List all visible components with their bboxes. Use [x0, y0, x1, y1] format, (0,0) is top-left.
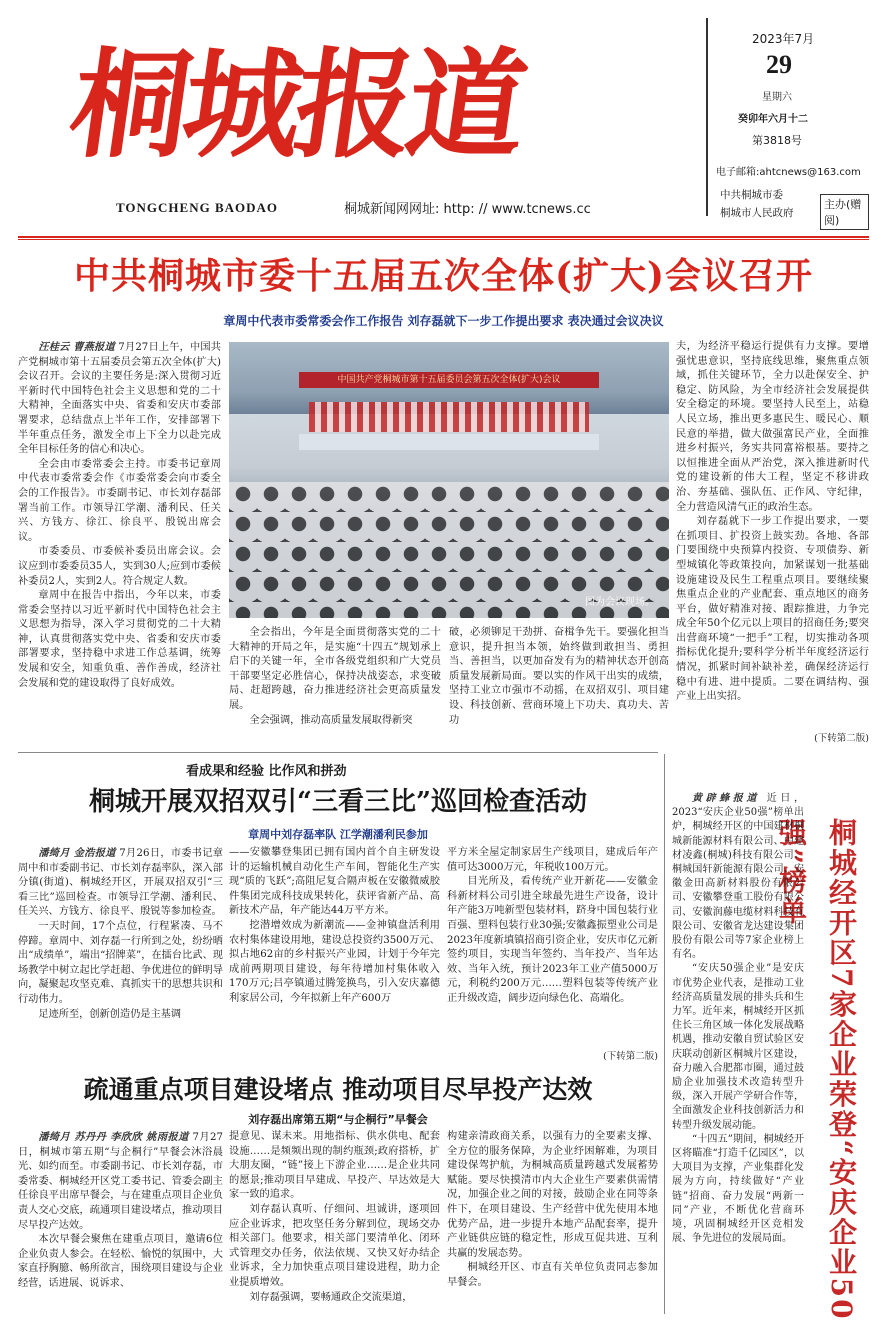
lead-column-3: [449, 626, 669, 744]
side-story-text-1b: “安庆50强企业”是安庆市优势企业代表，是推动工业经济高质量发展的排头兵和生力军。近年来，桐城经开区抓住长三角区域一体化发展战略机遇，推动安徽自贸试验区安庆联动创新区桐城片区建设，奋力融入合肥都市圈，通过鼓励企业加强技术改造转型升级，深入开展产学研合作等，全面激发企业科技创新活力和转型升级发展动能。: [672, 963, 804, 1131]
photo-podium: [299, 434, 599, 450]
story3-text-2b: 刘存磊认真听、仔细问、坦诚讲，逐项回应企业诉求，把攻坚任务分解到位，现场交办相关部门。他要求，相关部门要清单化、闭环式管理交办任务，依法依规、又快又好办结企业诉求，全力加快重点项目建设进程，助力企业提质增效。: [229, 1203, 440, 1288]
story2-continued[interactable]: (下转第二版): [603, 1051, 658, 1062]
lead-byline: 汪桂云 曹燕报道: [38, 341, 115, 353]
story2-text-3: 平方米全屋定制家居生产线项目，建成后年产值可达3000万元，年税收100万元。: [447, 847, 658, 873]
photo-flags: [309, 402, 589, 432]
story3-text-3b: 桐城经开区、市直有关单位负责同志参加早餐会。: [447, 1262, 658, 1288]
masthead-pinyin: TONGCHENG BAODAO: [116, 200, 279, 215]
lead-headline[interactable]: 中共桐城市委十五届五次全体(扩大)会议召开: [73, 255, 814, 297]
story3-column-2: [229, 1130, 440, 1318]
story2-headline[interactable]: 桐城开展双招双引“三看三比”巡回检查活动: [89, 787, 587, 817]
date-year-month: 2023年7月: [752, 32, 815, 46]
weekday: 星期六: [762, 92, 792, 103]
lead-text-1: 7月27日上午，中国共产党桐城市第十五届委员会第五次全体(扩大)会议召开。会议的主要任务是:深入贯彻习近平新时代中国特色社会主义思想和党的二十大精神，全面落实中央、省委和安庆市委部署要求，总结盘点上半年工作，安排部署下半年重点任务，激发全市上下全力以赴完成全年目标任务的信心和决心。: [18, 342, 221, 456]
story2-byline: 章周中刘存磊率队 江学潮潘利民参加: [248, 828, 428, 841]
lead-text-1b: 全会由市委常委会主持。市委书记章周中代表市委常委会作《市委常委会向市委全会的工作报告》。市委副书记、市长刘存磊部署当前工作。市领导江学潮、潘利民、任关兴、方钱方、徐江、徐良平、殷锐出席会议。: [18, 458, 221, 543]
story2-column-2: [229, 846, 440, 1062]
sponsor-names: 中共桐城市委 桐城市人民政府: [720, 189, 794, 219]
sponsor-tag: 主办(赠阅): [820, 194, 869, 230]
lead-text-4b: 刘存磊就下一步工作提出要求，一要在抓项目、扩投资上鼓实劲。各地、各部门要围绕中央预算内投资、专项债券、新型城镇化等政策投向，加紧谋划一批基础设施建设及民生工程重点项目。要继续聚焦重点企业的产业配套、重点地区的商务平台，做好精准对接、跟踪推进，力争完成全年50个亿元以上项目的招商任务;要突出营商环境“一把手”工程，切实推动各项指标优化提升;要科学分析半年度经济运行情况，抓紧时间补缺补差，确保经济运行稳中有进、进中提质。二要在调结构、强产业上出实招。: [676, 516, 869, 703]
story3-column-1: [18, 1130, 223, 1318]
masthead-logo: 桐城报道: [62, 35, 530, 174]
lead-column-4: [676, 340, 869, 728]
story2-text-1c: 足迹所至，创新创造仍是主基调: [38, 1008, 182, 1020]
lead-text-4: 夫，为经济平稳运行提供有力支撑。要增强忧患意识，坚持底线思维，聚焦重点领域，抓住关键环节，全力以赴保安全、护稳定、防风险，为全市经济社会发展提供安全稳定的环境。要坚持人民至上，站稳人民立场，推出更多惠民生、暖民心、顺民意的举措，做大做强富民产业，全面推进乡村振兴，务实共同富裕根基。要持之以恒推进全面从严治党，深入推进新时代党的建设新的伟大工程，坚定不移讲政治、夯基础、强队伍、正作风、守纪律，全力营造风清气正的政治生态。: [676, 341, 869, 513]
meeting-photo: [229, 342, 669, 618]
story3-column-3: [447, 1130, 658, 1318]
lunar-date: 癸卯年六月十二: [738, 114, 808, 125]
story2-text-2: ——安徽攀登集团已拥有国内首个自主研发设计的运输机械自动化生产车间，智能化生产实现“质的飞跃”;高阻尼复合隔声板在安徽微威胶件集团完成科技成果转化，获评省新产品、高新技术产品，年产能达44万平方米。: [229, 847, 440, 917]
story2-kicker: 看成果和经验 比作风和拼劲: [186, 764, 347, 779]
story2-text-2b: 挖潜增效成为新潮流——金神镇盘活利用农村集体建设用地，建设总投资约3500万元、拟占地62亩的乡村振兴产业园，计划于今年完成前两期项目建设，每年待增加村集体收入170万元;吕亭镇通过腾笼换鸟，引入安庆嘉德利家居公司，今年拟新上年产600万: [229, 919, 440, 1004]
date-day: 29: [766, 50, 792, 79]
section-divider: [18, 752, 658, 753]
lead-text-2: 全会指出，今年是全面贯彻落实党的二十大精神的开局之年，是实施“十四五”规划承上启下的关键一年，全市各级党组织和广大党员干部要坚定必胜信心，保持决战姿态，求变破局、赶超跨越，奋力推进经济社会更高质量发展。: [229, 627, 441, 711]
date-box: [706, 18, 869, 227]
lead-column-1: [18, 340, 221, 740]
lead-subhead: 章周中代表市委常委会作工作报告 刘存磊就下一步工作提出要求 表决通过会议决议: [223, 314, 664, 328]
story3-headline[interactable]: 疏通重点项目建设堵点 推动项目尽早投产达效: [83, 1075, 593, 1104]
story3-text-2: 提意见、谋未来。用地指标、供水供电、配套设施……是频频出现的制约瓶颈;政府搭桥，扩大朋友圈，“链”接上下游企业……是企业共同的愿景;推动项目早建成、早投产、早达效是大家一致的追求。: [229, 1131, 440, 1201]
side-story-text-1: 近日，2023“安庆企业50强”榜单出炉，桐城经开区的中国建材桐城新能源材料有限公司、中建材凌鑫(桐城)科技有限公司、桐城国轩新能源有限公司、安徽金田高新材料股份有限公司、安徽攀登重工股份有限公司、安徽润藤电缆材料科技有限公司、安徽省龙达建设集团股份有限公司等7家企业榜上有名。: [672, 793, 804, 961]
story3-reporter: 潘绮月 苏丹丹 李欣欣 姚雨报道: [38, 1131, 189, 1143]
story2-text-1b: 一天时间，17个点位，行程紧凑、马不停蹄。章周中、刘存磊一行所到之处，纷纷晒出“成绩单”，端出“招牌菜”，在擂台比武、现场教学中树立起比学赶超、争优进位的鲜明导向，凝聚起攻坚克难、真抓实干的思想共识和行动伟力。: [18, 920, 223, 1005]
lead-column-2: [229, 626, 441, 744]
story3-text-2c: 刘存磊强调，要畅通政企交流渠道，: [249, 1291, 413, 1303]
lead-text-2b: 全会强调，推动高质量发展取得新突: [249, 714, 413, 726]
website-url[interactable]: 桐城新闻网网址: http: // www.tcnews.cc: [344, 202, 591, 217]
column-divider: [664, 754, 665, 1314]
story3-text-3: 构建亲清政商关系，以强有力的全要素支撑、全方位的服务保障，为企业纾困解难，为项目建设保驾护航，为桐城高质量跨越式发展蓄势赋能。要尽快摸清市内大企业生产要素供需情况，加强企业之间的对接，鼓励企业在同等条件下，在项目建设、生产经营中优先使用本地优势产品，进一步提升本地产品配套率，提升产业链供应链的稳定性，形成互促共进、互利共赢的发展态势。: [447, 1131, 658, 1259]
story3-text-1: 7月27日，桐城市第五期“与企桐行”早餐会沐浴晨光、如约而至。市委副书记、市长刘存磊，市委常委、桐城经开区党工委书记、管委会副主任徐良平出席早餐会，与在建重点项目企业负责人交心交底，疏通项目建设堵点，推动项目尽早投产达效。: [18, 1132, 223, 1231]
side-story-headline[interactable]: 桐城经开区7家企业荣登“安庆企业50强”榜单: [775, 818, 858, 1321]
lead-text-3: 破，必须铆足干劲拼、奋楫争先干。要强化担当意识，提升担当本领，始终做到敢担当、勇担当、善担当，以更加奋发有为的精神状态开创高质量发展新局面。要以实的作风干出实的成绩，坚持工业立市强市不动摇，在双招双引、项目建设、科技创新、营商环境上下功夫、真功夫、苦功: [449, 627, 669, 726]
story3-text-1b: 本次早餐会聚焦在建重点项目，邀请6位企业负责人参会。在轻松、愉悦的氛围中，大家直抒胸臆、畅所欲言，围绕项目建设与企业经营，话进展、说诉求、: [18, 1234, 223, 1289]
photo-banner: 中国共产党桐城市第十五届委员会第五次全体(扩大)会议: [299, 372, 599, 388]
story2-reporter: 潘绮月 金浩报道: [38, 847, 116, 859]
lead-text-1d: 章周中在报告中指出，今年以来，市委常委会坚持以习近平新时代中国特色社会主义思想为指导，深入学习贯彻党的二十大精神，认真贯彻落实党中央、省委和安庆市委部署要求，坚持稳中求进工作总基调，统筹发展和安全，知重负重、善作善成，经济社会发展和党的建设取得了良好成效。: [18, 590, 221, 689]
masthead-rule: [18, 236, 869, 240]
lead-continued[interactable]: (下转第二版): [814, 733, 869, 744]
story2-text-3b: 目光所及，看传统产业开新花——安徽金科新材料公司引进全球最先进生产设备，设计年产能3万吨新型包装材料，跻身中国包装行业百强、塑料包装行业30强;安徽鑫振塑业公司是2023年度新填镇招商引资企业，安庆市亿元新签约项目，实现当年签约、当年投产、当年达效、当年入统，预计2023年工业产值5000万元，利税约200万元……塑料包装等传统产业正升级改造，阔步迈向绿色化、高端化。: [447, 876, 658, 1004]
photo-caption: 图为会议现场。: [585, 597, 655, 608]
email-address[interactable]: 电子邮箱:ahtcnews@163.com: [716, 167, 861, 178]
story2-column-1: [18, 846, 223, 1062]
story3-byline: 刘存磊出席第五期“与企桐行”早餐会: [248, 1113, 428, 1126]
side-story-column: [672, 792, 804, 1322]
issue-number: 第3818号: [752, 134, 802, 147]
story2-text-1: 7月26日，市委书记章周中和市委副书记、市长刘存磊率队，深入部分镇(街道)、桐城经开区，开展双招双引“三看三比”巡回检查。市领导江学潮、潘利民、任关兴、方钱方、徐良平、殷锐等参加检查。: [18, 848, 223, 918]
story2-column-3: [447, 846, 658, 1046]
side-story-text-1c: “十四五”期间，桐城经开区将瞄准“打造千亿园区”，以大项目为支撑，产业集群化发展为方向，持续做好“产业链”招商、奋力发展“两新一同”产业，不断优化营商环境，巩固桐城经开区竞相发展、争先进位的发展局面。: [672, 1133, 804, 1245]
lead-text-1c: 市委委员、市委候补委员出席会议。会议应到市委委员35人，实到30人;应到市委候补委员2人，实到2人。符合规定人数。: [18, 546, 221, 587]
side-story-reporter: 黄辟蜂报道: [692, 793, 761, 804]
